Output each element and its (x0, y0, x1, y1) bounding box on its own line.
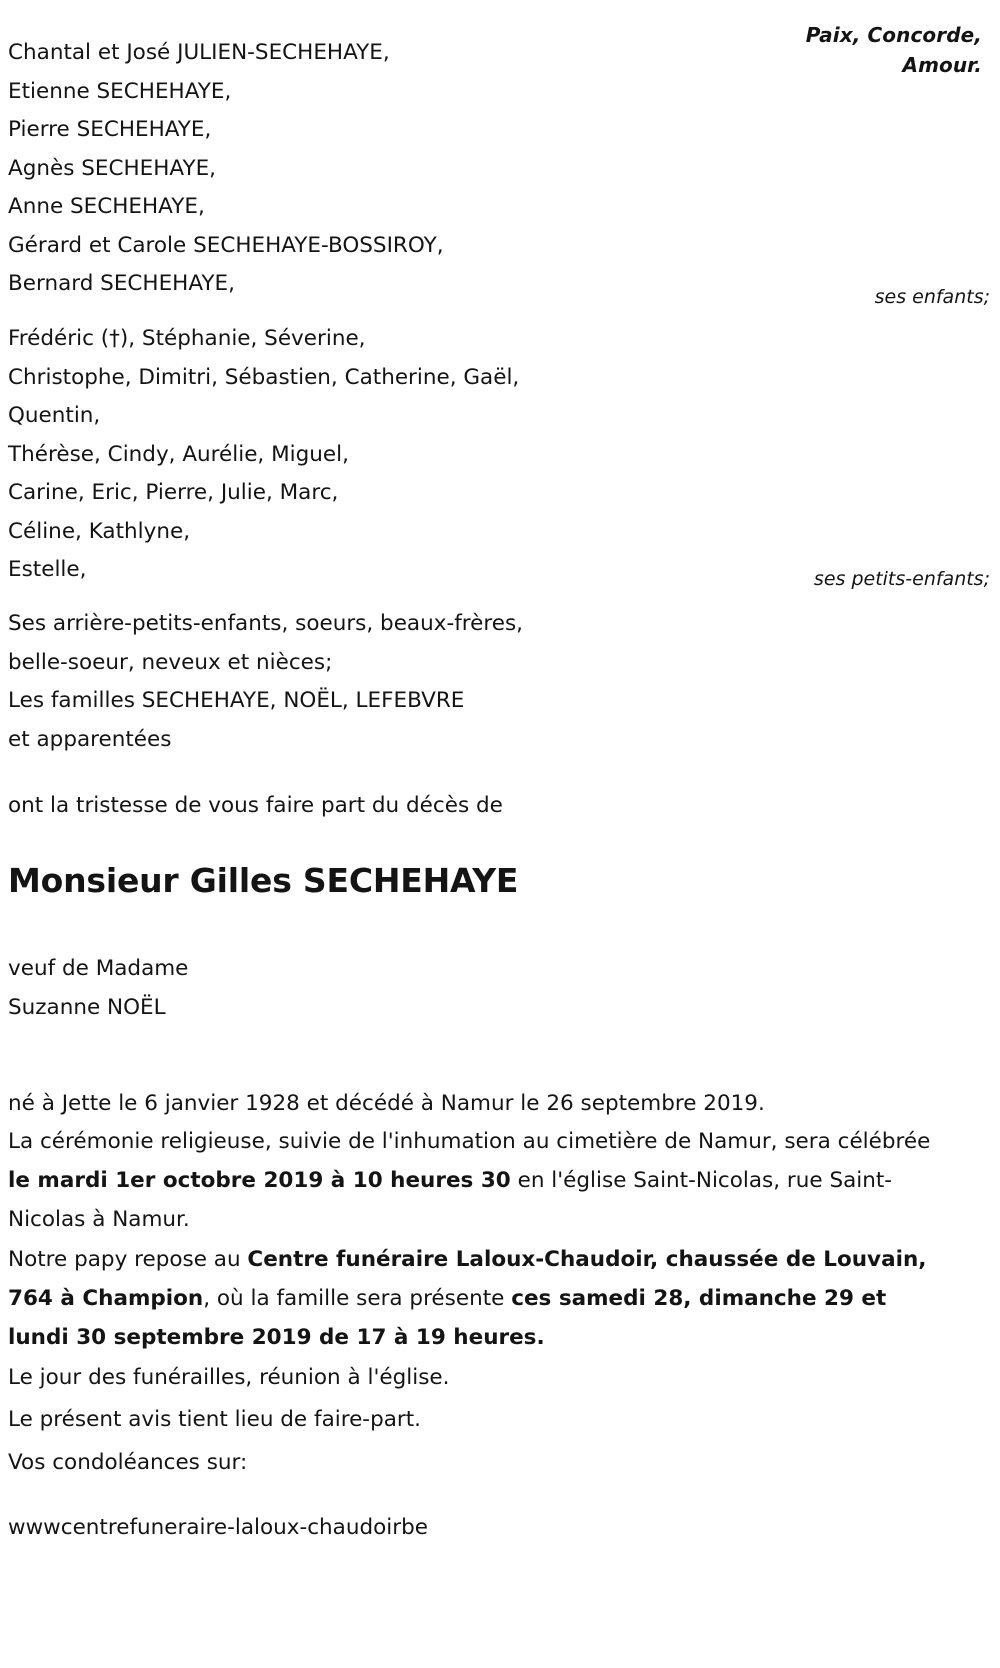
children-line: Gérard et Carole SECHEHAYE-BOSSIROY, (8, 232, 444, 258)
epigraph-line-2: Amour. (902, 53, 982, 77)
children-line: Agnès SECHEHAYE, (8, 155, 216, 181)
deceased-name: Monsieur Gilles SECHEHAYE (8, 861, 519, 900)
relatives-line: Les familles SECHEHAYE, NOËL, LEFEBVRE (8, 688, 465, 713)
relatives-line: Ses arrière-petits-enfants, soeurs, beaux-frères, (8, 611, 524, 636)
grandchildren-line: Frédéric (†), Stéphanie, Séverine, (8, 326, 366, 351)
grandchildren-line: Christophe, Dimitri, Sébastien, Catherine, Gaël, (8, 364, 520, 390)
ceremony-datetime: le mardi 1er octobre 2019 à 10 heures 30 (8, 1168, 511, 1193)
children-line: Bernard SECHEHAYE, (8, 271, 235, 296)
grandchildren-caption: ses petits-enfants; (813, 568, 990, 590)
widower-block (8, 950, 968, 1027)
visitation-venue: Centre funéraire Laloux-Chaudoir, chaussée de Louvain, 764 à Champion (8, 1247, 927, 1311)
children-line: Pierre SECHEHAYE, (8, 117, 212, 142)
announcement-intro: ont la tristesse de vous faire part du décès de (8, 793, 503, 818)
visitation-hours: ces samedi 28, dimanche 29 et lundi 30 septembre 2019 de 17 à 19 heures. (8, 1286, 887, 1350)
relatives-line: belle-soeur, neveux et nièces; (8, 649, 333, 675)
children-line: Etienne SECHEHAYE, (8, 78, 232, 104)
condolences-website[interactable]: wwwcentrefuneraire-laloux-chaudoirbe (8, 1515, 428, 1540)
children-list (8, 34, 968, 304)
children-caption: ses enfants; (874, 286, 990, 308)
ceremony-text-1: La cérémonie religieuse, suivie de l'inhumation au cimetière de Namur, sera célébrée (8, 1129, 931, 1154)
ceremony-text-2: en l'église Saint-Nicolas, rue Saint-Nicolas à Namur. (8, 1168, 893, 1232)
condolences-label: Vos condoléances sur: (8, 1450, 248, 1475)
grandchildren-list (8, 320, 968, 590)
grandchildren-line: Céline, Kathlyne, (8, 518, 191, 544)
faire-part-line: Le présent avis tient lieu de faire-part. (8, 1407, 421, 1432)
children-line: Chantal et José JULIEN-SECHEHAYE, (8, 40, 390, 65)
birth-death-line: né à Jette le 6 janvier 1928 et décédé à Namur le 26 septembre 2019. (8, 1091, 765, 1116)
epigraph-line-1: Paix, Concorde, (805, 23, 982, 47)
relatives-list (8, 605, 968, 759)
announcement-intro-wrap (8, 787, 968, 826)
grandchildren-line: Thérèse, Cindy, Aurélie, Miguel, (8, 441, 349, 467)
visitation-paragraph (8, 1240, 952, 1357)
birth-death-wrap (8, 1085, 968, 1124)
grandchildren-line: Quentin, (8, 403, 101, 428)
widower-line-1: veuf de Madame (8, 956, 189, 981)
grandchildren-line: Estelle, (8, 557, 87, 582)
visitation-text-2: , où la famille sera présente (203, 1286, 512, 1311)
children-line: Anne SECHEHAYE, (8, 194, 205, 219)
widower-line-2: Suzanne NOËL (8, 994, 166, 1020)
ceremony-paragraph (8, 1122, 952, 1239)
reunion-line: Le jour des funérailles, réunion à l'église. (8, 1365, 450, 1390)
visitation-text-1: Notre papy repose au (8, 1247, 248, 1272)
relatives-line: et apparentées (8, 726, 172, 752)
grandchildren-line: Carine, Eric, Pierre, Julie, Marc, (8, 480, 339, 505)
